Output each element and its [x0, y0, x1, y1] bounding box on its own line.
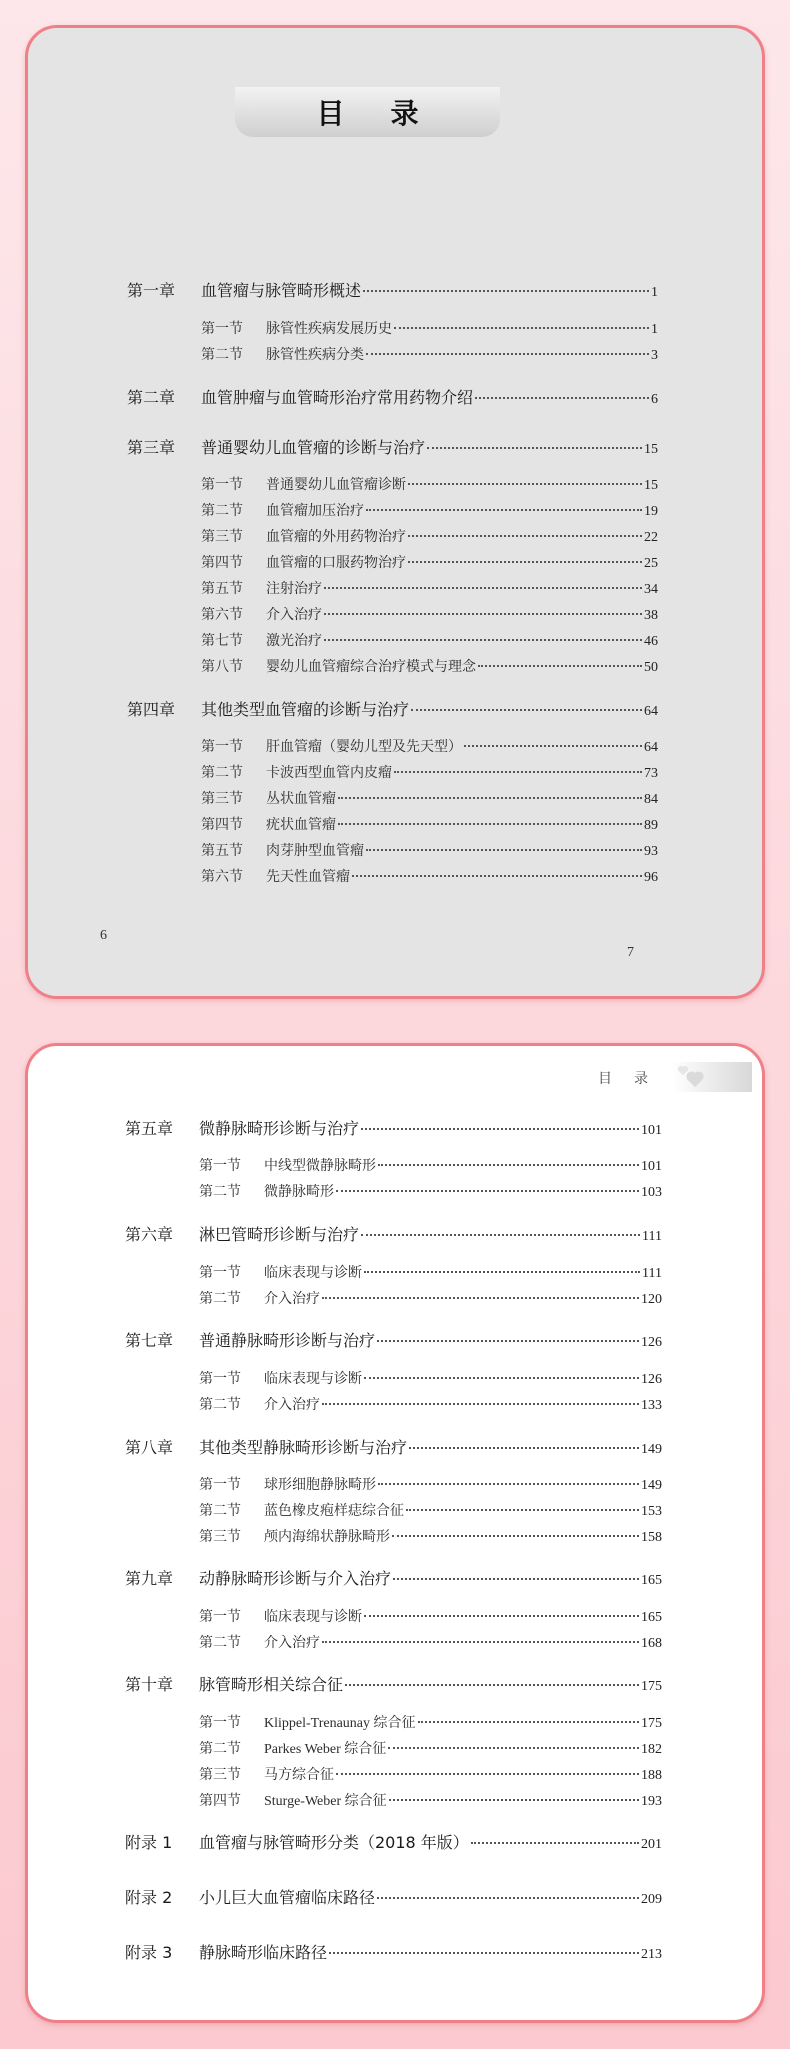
- section-number: 第五节: [201, 582, 243, 597]
- toc-section-entry[interactable]: [201, 630, 658, 650]
- chapter-title: 血管瘤与脉管畸形分类（2018 年版）: [199, 1833, 469, 1852]
- dot-leader: [406, 1508, 639, 1511]
- dot-leader: [329, 1951, 639, 1954]
- dot-leader: [324, 586, 642, 589]
- chapter-number: 第三章: [127, 438, 176, 457]
- section-title: 临床表现与诊断: [264, 1266, 362, 1281]
- page-reference: 188: [641, 1768, 662, 1783]
- toc-section-entry[interactable]: [199, 1632, 662, 1652]
- dot-leader: [378, 1482, 639, 1485]
- dot-leader: [336, 1189, 639, 1192]
- section-title: 丛状血管瘤: [266, 792, 336, 807]
- section-title: 普通婴幼儿血管瘤诊断: [266, 478, 406, 493]
- dot-leader: [475, 396, 649, 399]
- page-reference: 84: [644, 792, 658, 807]
- section-number: 第二节: [201, 504, 243, 519]
- section-number: 第六节: [201, 870, 243, 885]
- chapter-number: 第一章: [127, 281, 176, 300]
- section-title: 卡波西型血管内皮瘤: [266, 766, 392, 781]
- dot-leader: [408, 560, 642, 563]
- page-reference: 133: [641, 1398, 662, 1413]
- page-reference: 120: [641, 1292, 662, 1307]
- toc-section-entry[interactable]: [199, 1606, 662, 1626]
- chapter-number: 第二章: [127, 388, 176, 407]
- section-number: 第二节: [201, 766, 243, 781]
- chapter-number: 第九章: [125, 1569, 174, 1588]
- toc-chapter-entry[interactable]: [125, 1566, 662, 1589]
- section-title: 蓝色橡皮疱样痣综合征: [264, 1504, 404, 1519]
- chapter-number: 第八章: [125, 1438, 174, 1457]
- toc-section-entry[interactable]: [199, 1474, 662, 1494]
- page-reference: 126: [641, 1372, 662, 1387]
- page-reference: 38: [644, 608, 658, 623]
- chapter-title: 脉管畸形相关综合征: [199, 1675, 344, 1694]
- section-number: 第七节: [201, 634, 243, 649]
- page-number: 7: [627, 945, 634, 960]
- page-reference: 165: [641, 1573, 662, 1588]
- dot-leader: [389, 1798, 639, 1801]
- section-title: 介入治疗: [264, 1636, 320, 1651]
- section-title: 先天性血管瘤: [266, 870, 350, 885]
- page-reference: 1: [651, 322, 658, 337]
- toc-section-entry[interactable]: [201, 552, 658, 572]
- dot-leader: [338, 796, 642, 799]
- dot-leader: [364, 1376, 639, 1379]
- section-title: Sturge-Weber 综合征: [264, 1794, 387, 1809]
- section-title: 介入治疗: [266, 608, 322, 623]
- dot-leader: [324, 612, 642, 615]
- dot-leader: [361, 1233, 640, 1236]
- section-title: Parkes Weber 综合征: [264, 1742, 387, 1757]
- section-number: 第一节: [201, 322, 243, 337]
- dot-leader: [394, 326, 649, 329]
- section-number: 第一节: [199, 1716, 241, 1731]
- toc-section-entry[interactable]: [199, 1394, 662, 1414]
- section-title: 肝血管瘤（婴幼儿型及先天型）: [266, 740, 462, 755]
- dot-leader: [324, 638, 642, 641]
- section-title: 微静脉畸形: [264, 1185, 334, 1200]
- section-number: 第二节: [199, 1292, 241, 1307]
- section-title: 颅内海绵状静脉畸形: [264, 1530, 390, 1545]
- section-title: 婴幼儿血管瘤综合治疗模式与理念: [266, 660, 476, 675]
- chapter-title: 淋巴管畸形诊断与治疗: [199, 1225, 360, 1244]
- dot-leader: [336, 1772, 639, 1775]
- page-number: 6: [100, 928, 107, 943]
- page-reference: 101: [641, 1159, 662, 1174]
- page-reference: 149: [641, 1442, 662, 1457]
- dot-leader: [364, 1614, 639, 1617]
- page-reference: 111: [642, 1229, 662, 1244]
- page-reference: 201: [641, 1837, 662, 1852]
- section-title: 激光治疗: [266, 634, 322, 649]
- page-reference: 182: [641, 1742, 662, 1757]
- chapter-number: 附录 2: [125, 1888, 173, 1907]
- chapter-title: 微静脉畸形诊断与治疗: [199, 1119, 360, 1138]
- dot-leader: [394, 770, 642, 773]
- toc-chapter-entry[interactable]: [127, 697, 658, 720]
- page-reference: 25: [644, 556, 658, 571]
- chapter-number: 第十章: [125, 1675, 174, 1694]
- chapter-number: 第六章: [125, 1225, 174, 1244]
- toc-section-entry[interactable]: [201, 318, 658, 338]
- toc-section-entry[interactable]: [201, 788, 658, 808]
- dot-leader: [377, 1896, 639, 1899]
- toc-title: 目录: [235, 87, 500, 137]
- section-title: 临床表现与诊断: [264, 1372, 362, 1387]
- page-reference: 213: [641, 1947, 662, 1962]
- page-reference: 73: [644, 766, 658, 781]
- dot-leader: [471, 1841, 639, 1844]
- section-number: 第八节: [201, 660, 243, 675]
- section-number: 第一节: [199, 1159, 241, 1174]
- toc-section-entry[interactable]: [201, 604, 658, 624]
- section-number: 第一节: [199, 1478, 241, 1493]
- page-reference: 22: [644, 530, 658, 545]
- section-number: 第一节: [199, 1372, 241, 1387]
- toc-chapter-entry[interactable]: [125, 1435, 662, 1458]
- page-reference: 193: [641, 1794, 662, 1809]
- toc-chapter-entry[interactable]: [127, 435, 658, 458]
- section-number: 第一节: [201, 478, 243, 493]
- section-number: 第二节: [201, 348, 243, 363]
- toc-section-entry[interactable]: [199, 1764, 662, 1784]
- toc-chapter-entry[interactable]: [125, 1328, 662, 1351]
- toc-section-entry[interactable]: [199, 1500, 662, 1520]
- chapter-title: 普通静脉畸形诊断与治疗: [199, 1331, 376, 1350]
- toc-chapter-entry[interactable]: [125, 1116, 662, 1139]
- page-reference: 15: [644, 442, 658, 457]
- chapter-title: 普通婴幼儿血管瘤的诊断与治疗: [201, 438, 426, 457]
- page-reference: 165: [641, 1610, 662, 1625]
- toc-section-entry[interactable]: [201, 578, 658, 598]
- toc-chapter-entry[interactable]: [125, 1885, 662, 1908]
- chapter-title: 血管瘤与脉管畸形概述: [201, 281, 362, 300]
- section-title: 马方综合征: [264, 1768, 334, 1783]
- page-reference: 64: [644, 704, 658, 719]
- section-title: 临床表现与诊断: [264, 1610, 362, 1625]
- dot-leader: [409, 1446, 639, 1449]
- dot-leader: [366, 352, 649, 355]
- page-reference: 1: [651, 285, 658, 300]
- page-reference: 101: [641, 1123, 662, 1138]
- section-number: 第一节: [199, 1610, 241, 1625]
- section-number: 第三节: [199, 1768, 241, 1783]
- section-number: 第四节: [199, 1794, 241, 1809]
- dot-leader: [361, 1127, 639, 1130]
- page-reference: 19: [644, 504, 658, 519]
- chapter-number: 第五章: [125, 1119, 174, 1138]
- toc-section-entry[interactable]: [201, 500, 658, 520]
- section-number: 第二节: [199, 1504, 241, 1519]
- chapter-number: 附录 1: [125, 1833, 173, 1852]
- dot-leader: [408, 534, 642, 537]
- section-number: 第五节: [201, 844, 243, 859]
- page-reference: 46: [644, 634, 658, 649]
- dot-leader: [392, 1534, 639, 1537]
- chapter-title: 血管肿瘤与血管畸形治疗常用药物介绍: [201, 388, 474, 407]
- chapter-title: 静脉畸形临床路径: [199, 1943, 328, 1962]
- page-reference: 3: [651, 348, 658, 363]
- toc-section-entry[interactable]: [199, 1288, 662, 1308]
- page-reference: 168: [641, 1636, 662, 1651]
- dot-leader: [363, 289, 649, 292]
- dot-leader: [388, 1746, 639, 1749]
- page-reference: 15: [644, 478, 658, 493]
- section-number: 第四节: [201, 818, 243, 833]
- toc-chapter-entry[interactable]: [127, 278, 658, 301]
- chapter-title: 其他类型血管瘤的诊断与治疗: [201, 700, 410, 719]
- dot-leader: [411, 708, 642, 711]
- chapter-title: 动静脉畸形诊断与介入治疗: [199, 1569, 392, 1588]
- section-title: 血管瘤的口服药物治疗: [266, 556, 406, 571]
- section-title: 肉芽肿型血管瘤: [266, 844, 364, 859]
- dot-leader: [366, 508, 642, 511]
- section-title: 介入治疗: [264, 1292, 320, 1307]
- section-number: 第六节: [201, 608, 243, 623]
- page-reference: 209: [641, 1892, 662, 1907]
- page-reference: 34: [644, 582, 658, 597]
- section-number: 第二节: [199, 1636, 241, 1651]
- section-title: 球形细胞静脉畸形: [264, 1478, 376, 1493]
- chapter-number: 第七章: [125, 1331, 174, 1350]
- dot-leader: [322, 1296, 639, 1299]
- section-title: 介入治疗: [264, 1398, 320, 1413]
- page-reference: 6: [651, 392, 658, 407]
- page-reference: 153: [641, 1504, 662, 1519]
- toc-section-entry[interactable]: [199, 1262, 662, 1282]
- dot-leader: [378, 1163, 639, 1166]
- toc-section-entry[interactable]: [201, 736, 658, 756]
- dot-leader: [464, 744, 642, 747]
- toc-chapter-entry[interactable]: [125, 1940, 662, 1963]
- dot-leader: [408, 482, 642, 485]
- toc-chapter-entry[interactable]: [125, 1222, 662, 1245]
- page-reference: 89: [644, 818, 658, 833]
- section-title: Klippel-Trenaunay 综合征: [264, 1716, 416, 1731]
- section-title: 血管瘤的外用药物治疗: [266, 530, 406, 545]
- dot-leader: [322, 1640, 639, 1643]
- toc-section-entry[interactable]: [199, 1181, 662, 1201]
- section-title: 疣状血管瘤: [266, 818, 336, 833]
- dot-leader: [345, 1683, 639, 1686]
- section-number: 第三节: [201, 792, 243, 807]
- toc-section-entry[interactable]: [199, 1526, 662, 1546]
- section-number: 第一节: [201, 740, 243, 755]
- toc-section-entry[interactable]: [201, 814, 658, 834]
- dot-leader: [366, 848, 642, 851]
- chapter-number: 附录 3: [125, 1943, 173, 1962]
- chapter-number: 第四章: [127, 700, 176, 719]
- page-reference: 111: [642, 1266, 662, 1281]
- page-reference: 103: [641, 1185, 662, 1200]
- toc-section-entry[interactable]: [199, 1368, 662, 1388]
- page-reference: 126: [641, 1335, 662, 1350]
- section-number: 第二节: [199, 1742, 241, 1757]
- toc-chapter-entry[interactable]: [127, 385, 658, 408]
- section-number: 第一节: [199, 1266, 241, 1281]
- section-number: 第四节: [201, 556, 243, 571]
- dot-leader: [364, 1270, 640, 1273]
- toc-section-entry[interactable]: [201, 866, 658, 886]
- page-reference: 149: [641, 1478, 662, 1493]
- section-title: 脉管性疾病发展历史: [266, 322, 392, 337]
- section-number: 第三节: [199, 1530, 241, 1545]
- dot-leader: [427, 446, 642, 449]
- toc-section-entry[interactable]: [201, 526, 658, 546]
- page-reference: 96: [644, 870, 658, 885]
- section-title: 血管瘤加压治疗: [266, 504, 364, 519]
- toc-section-entry[interactable]: [201, 840, 658, 860]
- page-reference: 93: [644, 844, 658, 859]
- page-reference: 175: [641, 1679, 662, 1694]
- section-title: 注射治疗: [266, 582, 322, 597]
- toc-chapter-entry[interactable]: [125, 1672, 662, 1695]
- dot-leader: [377, 1339, 639, 1342]
- toc-chapter-entry[interactable]: [125, 1830, 662, 1853]
- chapter-title: 小儿巨大血管瘤临床路径: [199, 1888, 376, 1907]
- section-number: 第二节: [199, 1185, 241, 1200]
- toc-section-entry[interactable]: [201, 344, 658, 364]
- toc-section-entry[interactable]: [201, 656, 658, 676]
- dot-leader: [478, 664, 642, 667]
- section-title: 脉管性疾病分类: [266, 348, 364, 363]
- toc-section-entry[interactable]: [199, 1738, 662, 1758]
- toc-section-entry[interactable]: [199, 1155, 662, 1175]
- toc-section-entry[interactable]: [201, 474, 658, 494]
- chapter-title: 其他类型静脉畸形诊断与治疗: [199, 1438, 408, 1457]
- page-reference: 175: [641, 1716, 662, 1731]
- page-reference: 50: [644, 660, 658, 675]
- dot-leader: [352, 874, 642, 877]
- section-number: 第三节: [201, 530, 243, 545]
- dot-leader: [393, 1577, 639, 1580]
- page-reference: 64: [644, 740, 658, 755]
- toc-section-entry[interactable]: [201, 762, 658, 782]
- toc-section-entry[interactable]: [199, 1790, 662, 1810]
- running-header: 目录: [598, 1071, 670, 1087]
- section-title: 中线型微静脉畸形: [264, 1159, 376, 1174]
- dot-leader: [322, 1402, 639, 1405]
- toc-section-entry[interactable]: [199, 1712, 662, 1732]
- dot-leader: [418, 1720, 639, 1723]
- dot-leader: [338, 822, 642, 825]
- page-reference: 158: [641, 1530, 662, 1545]
- section-number: 第二节: [199, 1398, 241, 1413]
